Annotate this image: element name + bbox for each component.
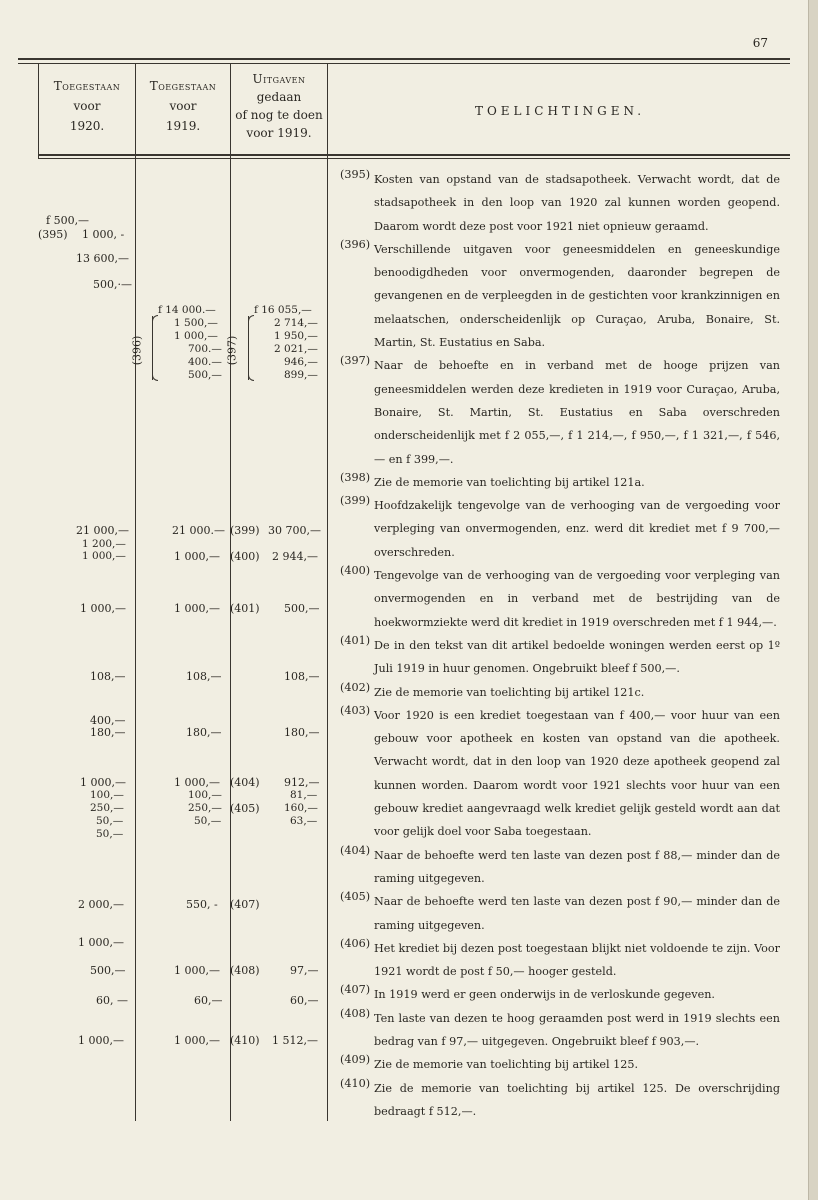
col2-value: 108,— <box>186 670 222 683</box>
col3-value: 500,— <box>284 602 320 615</box>
col3-value: 30 700,— <box>268 524 321 537</box>
header-toelichtingen: TOELICHTINGEN. <box>474 104 646 118</box>
col2-value: 1 500,— <box>174 317 218 329</box>
col1-value: 1 000,— <box>78 936 124 949</box>
col2-value: 1 000,— <box>174 602 220 615</box>
col3-value: 97,— <box>290 964 319 977</box>
note-text: Voor 1920 is een krediet toegestaan van f 400,— voor huur van een gebouw voor apotheek en kosten van opstand van die apotheek. Verwacht wordt, dat in den loop van 1920 deze apotheek geopend zal kunnen worden. Daarom wordt voor 1921 slechts voor huur van een gebouw krediet aangevraagd welk krediet gelijk gesteld wordt aan dat voor gelijk doel voor Saba toegestaan. <box>374 708 780 839</box>
note-text: Zie de memorie van toelichting bij artikel 121c. <box>374 685 645 699</box>
col2-value: 1 000,— <box>174 776 220 789</box>
col2-value: 50,— <box>194 815 222 827</box>
col3-value: 1 512,— <box>272 1034 318 1047</box>
col3-value: 1 950,— <box>274 330 318 342</box>
col3-value: 2 021,— <box>274 343 318 355</box>
note-text: Het krediet bij dezen post toegestaan blijkt niet voldoende te zijn. Voor 1921 wordt de post f 50,— hooger gesteld. <box>374 941 780 979</box>
col1-value: 1 000,— <box>78 1034 124 1047</box>
note-text: De in den tekst van dit artikel bedoelde woningen werden eerst op 1º Juli 1919 in huur genomen. Ongebruikt bleef f 500,—. <box>374 638 780 676</box>
header-col1-title: Toegestaan <box>53 79 121 93</box>
note-number: (404) <box>340 843 371 857</box>
note-text: In 1919 werd er geen onderwijs in de verloskunde gegeven. <box>374 988 715 1002</box>
header-col3-title: Uitgaven <box>252 72 306 86</box>
note-number: (400) <box>340 564 371 578</box>
note-408 <box>340 1007 780 1054</box>
page-number: 67 <box>752 36 768 50</box>
col1-ref: (395) <box>38 228 68 241</box>
col1-value: 50,— <box>96 828 124 840</box>
col3-value: 63,— <box>290 815 318 827</box>
col2-value: 100,— <box>188 789 222 801</box>
col1-value: 1 200,— <box>82 538 126 550</box>
top-rule-thin <box>18 63 790 64</box>
header-col3-line4: voor 1919. <box>246 126 312 140</box>
col2-value: 1 000,— <box>174 550 220 563</box>
col-divider-1 <box>135 63 136 1121</box>
note-number: (395) <box>340 168 371 181</box>
top-rule <box>18 58 790 60</box>
note-405 <box>340 890 780 937</box>
col3-value: 180,— <box>284 726 320 739</box>
note-number: (406) <box>340 936 371 950</box>
col-divider-2 <box>230 63 231 1121</box>
col1-value: 180,— <box>90 726 126 739</box>
note-395 <box>340 168 780 238</box>
note-409 <box>340 1053 780 1076</box>
header-col1-line2: voor <box>73 99 101 113</box>
col2-value: 1 000,— <box>174 1034 220 1047</box>
col3-ref: (400) <box>230 550 260 563</box>
col1-value: 2 000,— <box>78 898 124 911</box>
note-text: Tengevolge van de verhooging van de vergoeding voor verpleging van onvermogenden en in verband met de bestrijding van de hoekwormziekte werd dit krediet in 1919 overschreden met f 1 944,—. <box>374 569 780 629</box>
note-text: Hoofdzakelijk tengevolge van de verhooging van de vergoeding voor verpleging van onvermogenden, enz. werd dit krediet met f 9 700,— overschreden. <box>374 499 780 559</box>
note-number: (409) <box>340 1053 371 1067</box>
note-number: (405) <box>340 890 371 904</box>
note-401 <box>340 634 780 681</box>
note-text: Zie de memorie van toelichting bij artikel 125. <box>374 1058 639 1072</box>
col2-value: 500,— <box>188 369 222 381</box>
header-rule-thin <box>38 158 790 159</box>
col-divider-3 <box>327 63 328 1121</box>
col3-value: 60,— <box>290 994 319 1007</box>
note-number: (396) <box>340 237 371 251</box>
col2-value: f 14 000.— <box>158 304 216 316</box>
col3-ref: (401) <box>230 602 260 615</box>
header-col2-line2: voor <box>169 99 197 113</box>
col3-value: 2 944,— <box>272 550 318 563</box>
note-text: Naar de behoefte en in verband met de hooge prijzen van geneesmiddelen werden deze kredieten in 1919 voor Curaçao, Aruba, Bonaire, St. Martin, St. Eustatius en Saba overschreden onderscheidenlijk met f 2 055,—, f 1 214,—, f 950,—, f 1 321,—, f 546,— en f 399,—. <box>374 359 780 466</box>
note-text: Zie de memorie van toelichting bij artikel 125. De overschrijding bedraagt f 512,—. <box>374 1081 780 1118</box>
col3-ref: (408) <box>230 964 260 977</box>
col3-ref: (407) <box>230 898 260 911</box>
note-number: (397) <box>340 354 371 368</box>
note-400 <box>340 564 780 634</box>
col2-value: 250,— <box>188 802 222 814</box>
header-col3-line3: of nog te doen <box>235 108 323 122</box>
col1-value: 21 000,— <box>76 524 129 537</box>
note-number: (410) <box>340 1076 371 1090</box>
header-col2-line3: 1919. <box>165 119 201 133</box>
col1-value: 13 600,— <box>76 252 129 265</box>
col3-value: 108,— <box>284 670 320 683</box>
col1-value: 1 000,— <box>82 550 126 562</box>
col2-value: 60,— <box>194 994 223 1007</box>
note-text: Naar de behoefte werd ten laste van dezen post f 88,— minder dan de raming uitgegeven. <box>374 848 780 885</box>
col2-value: 21 000.— <box>172 524 225 537</box>
col3-ref: (404) <box>230 776 260 789</box>
col2-group-label: (396) <box>130 335 144 366</box>
col3-group-label: (397) <box>225 335 239 366</box>
note-410 <box>340 1077 780 1124</box>
col3-value: 899,— <box>284 369 318 381</box>
header-rule <box>38 154 790 156</box>
col2-value: 700.— <box>188 343 222 355</box>
col1-value: f 500,— <box>46 214 90 227</box>
note-397 <box>340 354 780 470</box>
col1-value: 1 000,— <box>80 776 126 789</box>
note-text: Verschillende uitgaven voor geneesmiddelen en geneeskundige benoodigdheden voor onvermogenden, daaronder begrepen de gevangenen en de verpleegden in de gestichten voor krankzinnigen en melaatschen, onderscheidenlijk op Curaçao, Aruba, Bonaire, St. Martin, St. Eustatius en Saba. <box>374 242 780 350</box>
notes-column <box>340 168 780 1123</box>
col2-value: 1 000,— <box>174 330 218 342</box>
note-406 <box>340 937 780 984</box>
note-403 <box>340 704 780 844</box>
note-number: (408) <box>340 1006 371 1020</box>
note-text: Zie de memorie van toelichting bij artikel 121a. <box>374 475 645 489</box>
header-col2 <box>136 76 230 136</box>
col1-value: 50,— <box>96 815 124 827</box>
col3-ref: (399) <box>230 524 260 537</box>
col2-value: 550, - <box>186 898 218 911</box>
header-col3 <box>231 70 327 142</box>
col3-value: 2 714,— <box>274 317 318 329</box>
col3-value: 81,— <box>290 789 318 801</box>
col1-value: 250,— <box>90 802 124 814</box>
page-edge <box>808 0 818 1200</box>
note-404 <box>340 844 780 891</box>
col3-value: f 16 055,— <box>254 304 312 316</box>
col1-value: 1 000,— <box>80 602 126 615</box>
note-text: Naar de behoefte werd ten laste van dezen post f 90,— minder dan de raming uitgegeven. <box>374 895 780 932</box>
col-divider-left <box>38 63 39 158</box>
col3-value: 912,— <box>284 776 320 789</box>
col1-value: 500,— <box>90 964 126 977</box>
note-396 <box>340 238 780 354</box>
note-398 <box>340 471 780 494</box>
header-col1 <box>40 76 134 136</box>
note-399 <box>340 494 780 564</box>
col3-value: 160,— <box>284 802 318 814</box>
col1-value: 400,— <box>90 714 126 727</box>
col3-ref: (405) <box>230 802 260 815</box>
note-number: (403) <box>340 703 371 717</box>
note-number: (402) <box>340 680 371 694</box>
col3-brace <box>248 316 253 380</box>
header-col1-line3: 1920. <box>69 119 105 133</box>
note-number: (398) <box>340 470 371 484</box>
header-col3-line2: gedaan <box>256 90 302 104</box>
col2-value: 1 000,— <box>174 964 220 977</box>
col3-ref: (410) <box>230 1034 260 1047</box>
note-text: Ten laste van dezen te hoog geraamden post werd in 1919 slechts een bedrag van f 97,— uitgegeven. Ongebruikt bleef f 903,—. <box>374 1011 780 1048</box>
note-402 <box>340 681 780 704</box>
col3-value: 946,— <box>284 356 318 368</box>
col1-value: 108,— <box>90 670 126 683</box>
col1-value: 1 000, - <box>82 228 125 241</box>
col2-value: 400.— <box>188 356 222 368</box>
note-text: Kosten van opstand van de stadsapotheek. Verwacht wordt, dat de stadsapotheek in den loop van 1920 zal kunnen worden geopend. Daarom wordt deze post voor 1921 niet opnieuw geraamd. <box>374 173 780 233</box>
col1-value: 100,— <box>90 789 124 801</box>
note-number: (407) <box>340 983 371 997</box>
header-col2-title: Toegestaan <box>149 79 217 93</box>
col1-value: 500,·— <box>93 278 132 291</box>
col2-brace <box>152 316 157 380</box>
note-number: (399) <box>340 494 371 508</box>
note-407 <box>340 983 780 1006</box>
col1-value: 60, — <box>96 994 128 1007</box>
col2-value: 180,— <box>186 726 222 739</box>
note-number: (401) <box>340 633 371 647</box>
